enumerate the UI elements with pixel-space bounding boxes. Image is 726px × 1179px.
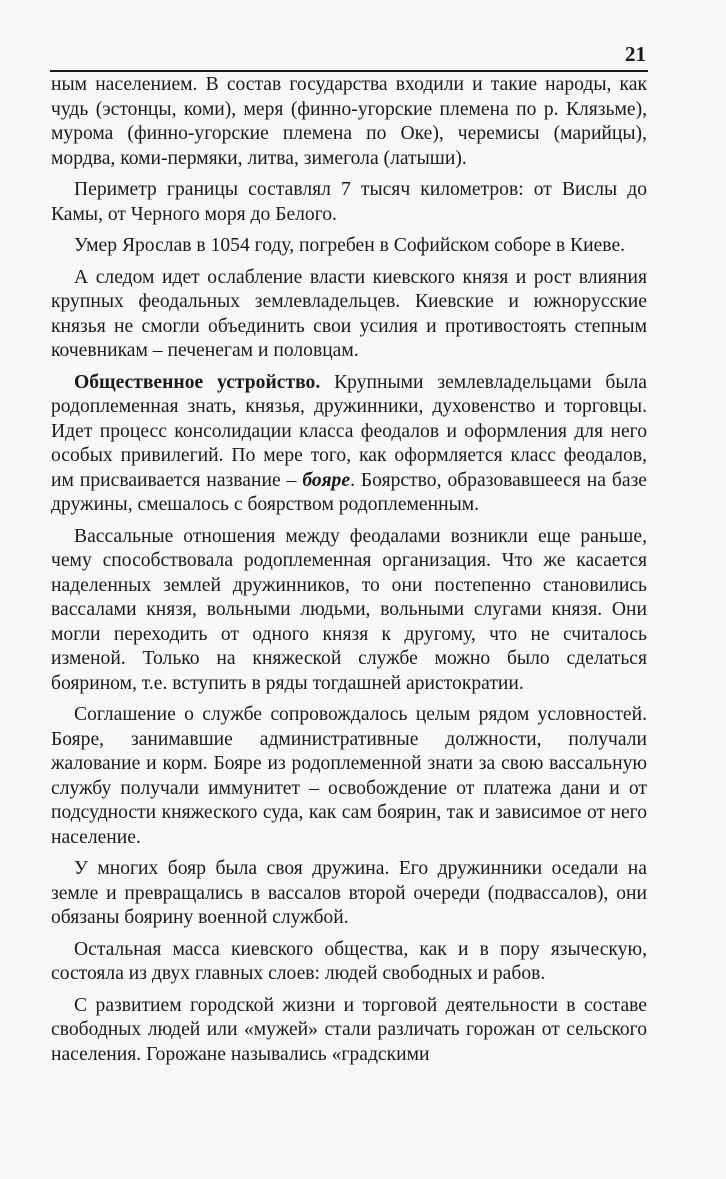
- paragraph-5-text: Крупными землевладельцами была родоплеменная знать, князья, дружинники, духовенство и торговцы. Идет процесс консолидации класса феодалов и оформления для него особых привилегий. По мере того, как оформляется класс феодалов, им присваивается название –: [51, 371, 647, 491]
- paragraph-3: Умер Ярослав в 1054 году, погребен в Софийском соборе в Киеве.: [74, 235, 626, 256]
- text-body: [51, 73, 647, 1074]
- section-heading: Общественное устройство.: [74, 371, 321, 393]
- header-rule: [50, 70, 648, 72]
- paragraph-8: У многих бояр была своя дружина. Его дружинники оседали на земле и превращались в вассалов второй очереди (подвассалов), они обязаны боярину военной службой.: [51, 858, 647, 928]
- paragraph-10: С развитием городской жизни и торговой деятельности в составе свободных людей или «мужей» стали различать горожан от сельского населения. Горожане назывались «градскими: [51, 994, 647, 1065]
- paragraph-7: Соглашение о службе сопровождалось целым рядом условностей. Бояре, занимавшие административные должности, получали жалование и корм. Бояре из родоплеменной знати за свою вассальную службу получали иммунитет – освобождение от платежа дани и от подсудности княжеского суда, как сам боярин, так и зависимое от него население.: [51, 704, 647, 848]
- paragraph-2: Периметр границы составлял 7 тысяч километров: от Вислы до Камы, от Черного моря до Белого.: [51, 179, 647, 225]
- paragraph-4: А следом идет ослабление власти киевского князя и рост влияния крупных феодальных землевладельцев. Киевские и южнорусские князья не смогли объединить свои усилия и противостоять степным кочевникам – печенегам и половцам.: [51, 266, 647, 361]
- page-number: 21: [625, 42, 646, 66]
- paragraph-9: Остальная масса киевского общества, как и в пору языческую, состояла из двух главных слоев: людей свободных и рабов.: [51, 938, 647, 984]
- paragraph-5: [51, 371, 647, 518]
- paragraph-1: ным населением. В состав государства входили и такие народы, как чудь (эстонцы, коми), меря (финно-угорские племена по р. Клязьме), мурома (финно-угорские племена по Оке), черемисы (марийцы), мордва, коми-пермяки, литва, зимегола (латыши).: [51, 74, 647, 169]
- paragraph-5-text-after: . Боярство, образовавшееся на базе дружины, смешалось с боярством родоплеменным.: [51, 469, 648, 515]
- paragraph-6: Вассальные отношения между феодалами возникли еще раньше, чему способствовала родоплеменная организация. Что же касается наделенных землей дружинников, то они постепенно становились вассалами князя, вольными людьми, вольными слугами князя. Они могли переходить от одного князя к другому, что не считалось изменой. Только на княжеской службе можно было сделаться боярином, т.е. вступить в ряды тогдашней аристократии.: [51, 525, 647, 694]
- term-boyare: бояре: [302, 469, 351, 491]
